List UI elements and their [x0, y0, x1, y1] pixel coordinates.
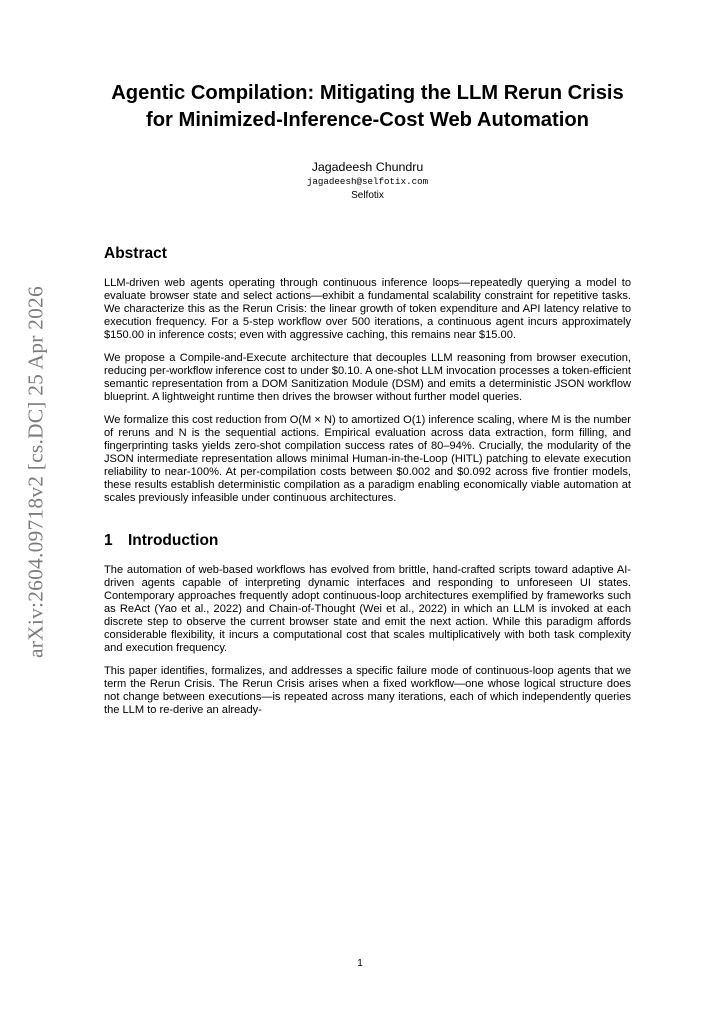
- abstract-paragraph: We propose a Compile-and-Execute architecture that decouples LLM reasoning from browser execution, reducing per-workflow inference cost to under $0.10. A one-shot LLM invocation processes a token-efficient semantic representation from a DOM Sanitization Module (DSM) and emits a deterministic JSON workflow blueprint. A lightweight runtime then drives the browser without further model queries.: [104, 351, 631, 404]
- author-name: Jagadeesh Chundru: [311, 160, 424, 174]
- author-email: jagadeesh@selfotix.com: [306, 176, 429, 187]
- author-block: [104, 160, 631, 202]
- arxiv-identifier: arXiv:2604.09718v2 [cs.DC] 25 Apr 2026: [23, 286, 48, 658]
- intro-paragraph: This paper identifies, formalizes, and addresses a specific failure mode of continuous-loop agents that we term the Rerun Crisis. The Rerun Crisis arises when a fixed workflow—one whose logical structure does not change between executions—is repeated across many iterations, each of which independently queries the LLM to re-derive an already-: [104, 664, 631, 716]
- section-title: Introduction: [128, 531, 219, 549]
- section-number: 1: [104, 531, 113, 549]
- abstract-heading: Abstract: [104, 245, 167, 262]
- abstract-paragraph: LLM-driven web agents operating through continuous inference loops—repeatedly querying a model to evaluate browser state and select actions—exhibit a fundamental scalability constraint for repetitive tasks. We characterize this as the Rerun Crisis: the linear growth of token expenditure and API latency relative to execution frequency. For a 5-step workflow over 500 iterations, a continuous agent incurs approximately $150.00 in inference costs; even with aggressive caching, this remains near $15.00.: [104, 277, 631, 342]
- intro-paragraph: The automation of web-based workflows has evolved from brittle, hand-crafted scripts toward adaptive AI-driven agents capable of interpreting dynamic interfaces and responding to unforeseen UI states. Contemporary approaches frequently adopt continuous-loop architectures exemplified by frameworks such as ReAct (Yao et al., 2022) and Chain-of-Thought (Wei et al., 2022) in which an LLM is invoked at each discrete step to observe the current browser state and emit the next action. While this paradigm affords considerable flexibility, it incurs a computational cost that scales multiplicatively with both task complexity and execution frequency.: [104, 563, 631, 655]
- page-number: 1: [357, 958, 363, 969]
- arxiv-margin-stamp: [16, 286, 56, 658]
- paper-page: [104, 80, 631, 717]
- section-heading-introduction: [104, 531, 631, 551]
- author-affiliation: Selfotix: [351, 190, 384, 201]
- paper-title: Agentic Compilation: Mitigating the LLM Rerun Crisis for Minimized-Inference-Cost Web Automation: [111, 82, 624, 131]
- abstract-paragraph: We formalize this cost reduction from O(M × N) to amortized O(1) inference scaling, where M is the number of reruns and N is the sequential actions. Empirical evaluation across data extraction, form filling, and fingerprinting tasks yields zero-shot compilation success rates of 80–94%. Crucially, the modularity of the JSON intermediate representation allows minimal Human-in-the-Loop (HITL) patching to elevate execution reliability to near-100%. At per-compilation costs between $0.002 and $0.092 across five frontier models, these results establish deterministic compilation as a paradigm enabling economically viable automation at scales previously infeasible under continuous architectures.: [104, 413, 631, 505]
